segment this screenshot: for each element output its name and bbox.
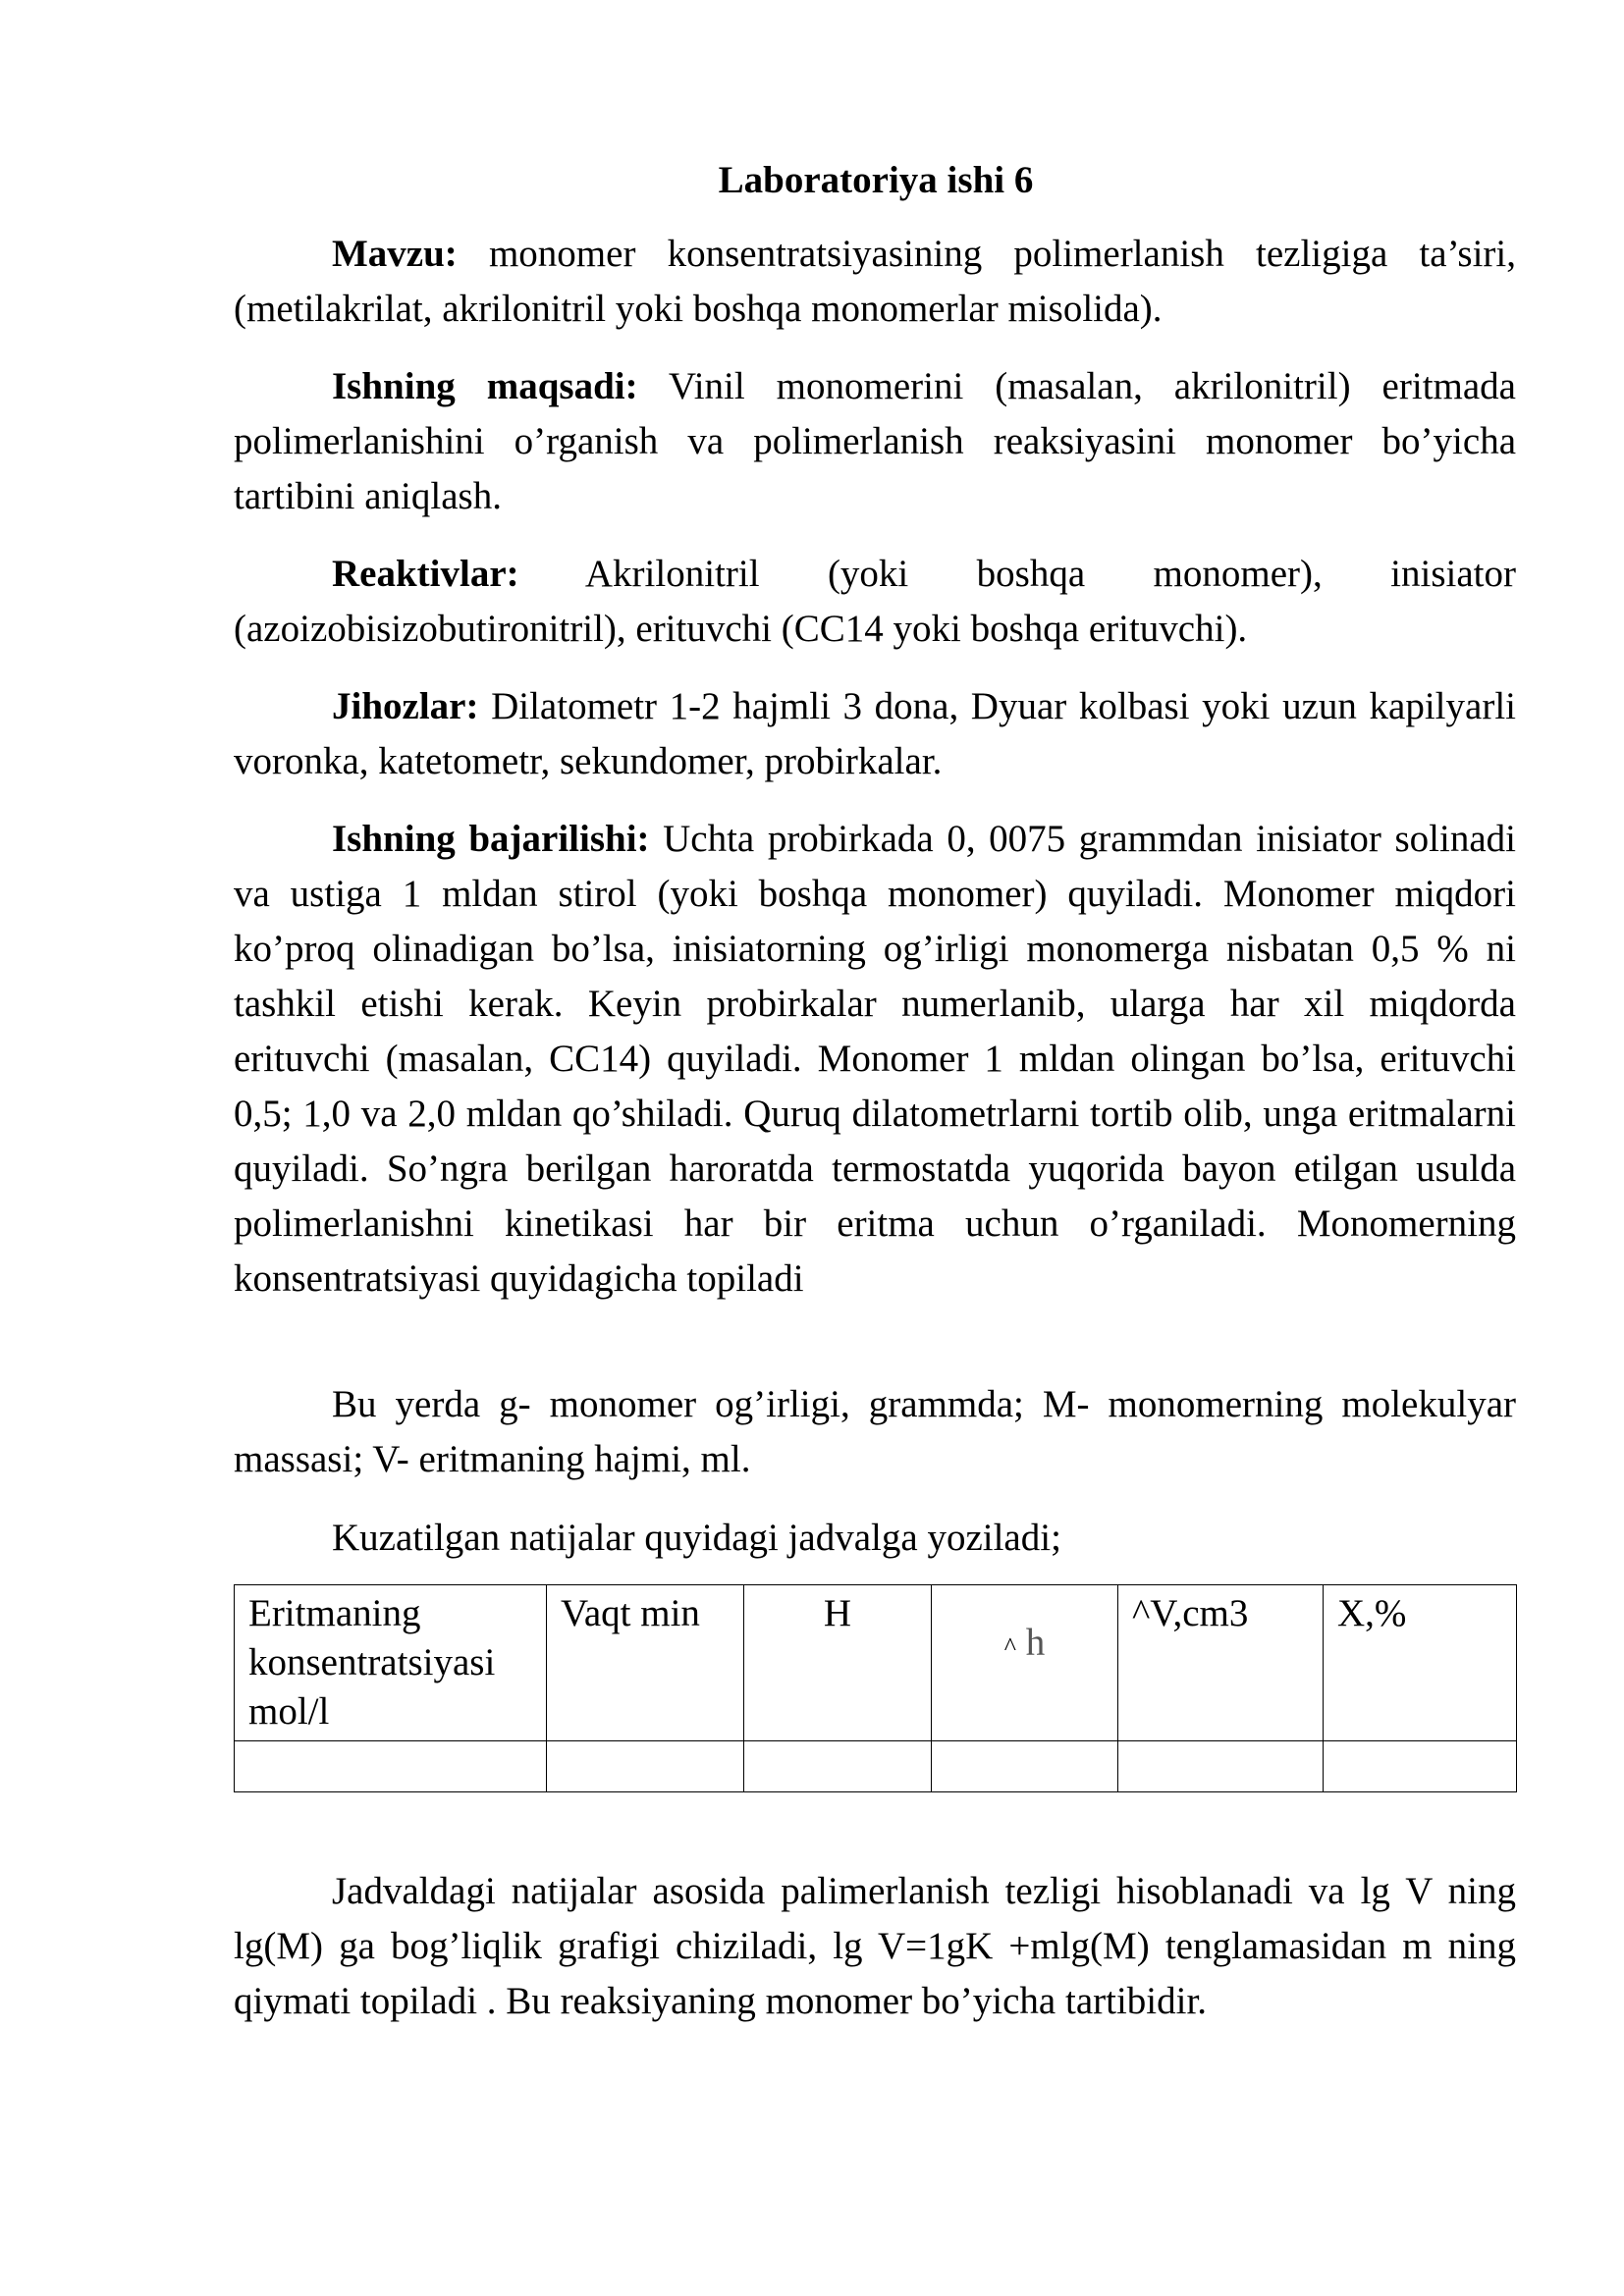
page-title: Laboratoriya ishi 6 <box>718 159 1034 201</box>
table-header-row <box>235 1585 1517 1741</box>
header-delta-h <box>932 1585 1118 1741</box>
paragraph-mavzu <box>234 227 1516 337</box>
header-x-percent: X,% <box>1324 1585 1517 1741</box>
header-h: H <box>744 1585 932 1741</box>
caret-symbol: ^ <box>1003 1632 1016 1661</box>
paragraph-jadvaldagi: Jadvaldagi natijalar asosida palimerlanish tezligi hisoblanadi va lg V ning lg(M) ga bog’liqlik grafigi chiziladi, lg V=1gK +mlg(M) tenglamasidan m ning qiymati topiladi . Bu reaksiyaning monomer bo’yicha tartibidir. <box>234 1870 1516 2022</box>
paragraph-kuzatilgan: Kuzatilgan natijalar quyidagi jadvalga yoziladi; <box>332 1517 1061 1559</box>
paragraph-maqsad <box>234 359 1516 524</box>
paragraph-bu-yerda: Bu yerda g- monomer og’irligi, grammda; M- monomerning molekulyar massasi; V- eritmaning hajmi, ml. <box>234 1383 1516 1480</box>
table-cell <box>547 1741 744 1792</box>
mavzu-label: Mavzu: <box>332 233 458 275</box>
table-cell <box>1324 1741 1517 1792</box>
results-table <box>234 1584 1517 1792</box>
table-cell <box>1118 1741 1324 1792</box>
header-time: Vaqt min <box>547 1585 744 1741</box>
paragraph-jihozlar <box>234 679 1516 789</box>
table-cell <box>744 1741 932 1792</box>
header-delta-v: ^V,cm3 <box>1118 1585 1324 1741</box>
table-row <box>235 1741 1517 1792</box>
jihozlar-text: Dilatometr 1-2 hajmli 3 dona, Dyuar kolbasi yoki uzun kapilyarli voronka, katetometr, sekundomer, probirkalar. <box>234 685 1516 782</box>
bajarilishi-text: Uchta probirkada 0, 0075 grammdan inisiator solinadi va ustiga 1 mldan stirol (yoki boshqa monomer) quyiladi. Monomer miqdori ko’proq olinadigan bo’lsa, inisiatorning og’irligi monomerga nisbatan 0,5 % ni tashkil etishi kerak. Keyin probirkalar numerlanib, ularga har xil miqdorda erituvchi (masalan, CC14) quyiladi. Monomer 1 mldan olingan bo’lsa, erituvchi 0,5; 1,0 va 2,0 mldan qo’shiladi. Quruq dilatometrlarni tortib olib, unga eritmalarni quyiladi. So’ngra berilgan haroratda termostatda yuqorida bayon etilgan usulda polimerlanishni kinetikasi har bir eritma uchun o’rganiladi. Monomerning konsentratsiyasi quyidagicha topiladi <box>234 818 1516 1300</box>
paragraph-reaktivlar <box>234 547 1516 657</box>
paragraph-bajarilishi <box>234 812 1516 1307</box>
mavzu-text: monomer konsentratsiyasining polimerlanish tezligiga ta’siri, (metilakrilat, akrilonitril yoki boshqa monomerlar misolida). <box>234 233 1516 330</box>
reaktivlar-text: Akrilonitril (yoki boshqa monomer), inisiator (azoizobisizobutironitril), erituvchi (CC14 yoki boshqa erituvchi). <box>234 553 1516 650</box>
maqsad-label: Ishning maqsadi: <box>332 365 638 407</box>
maqsad-text: Vinil monomerini (masalan, akrilonitril) eritmada polimerlanishini o’rganish va polimerlanish reaksiyasini monomer bo’yicha tartibini aniqlash. <box>234 365 1516 517</box>
jihozlar-label: Jihozlar: <box>332 685 479 727</box>
reaktivlar-label: Reaktivlar: <box>332 553 519 595</box>
results-table-wrapper <box>234 1584 1516 1792</box>
table-cell <box>235 1741 547 1792</box>
header-delta-h-letter: h <box>1025 1622 1046 1664</box>
table-cell <box>932 1741 1118 1792</box>
bajarilishi-label: Ishning bajarilishi: <box>332 818 650 860</box>
header-concentration: Eritmaning konsentratsiyasi mol/l <box>235 1585 547 1741</box>
